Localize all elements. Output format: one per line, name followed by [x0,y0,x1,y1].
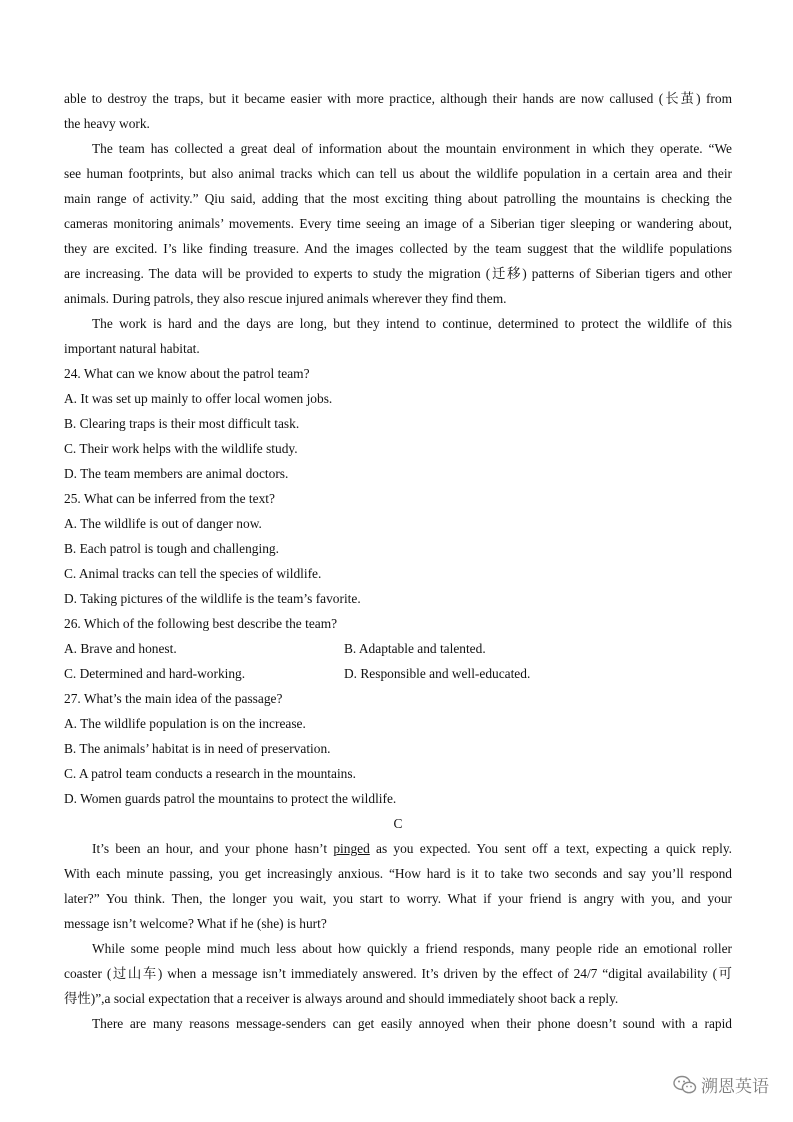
question-25-option: D. Taking pictures of the wildlife is the team’s favorite. [64,591,361,606]
text-line: message isn’t welcome? What if he (she) is hurt? [64,916,327,931]
text-fragment: as you expected. You sent off a text, expecting a quick reply. [369,841,732,856]
text-line: are increasing. The data will be provided to experts to study the migration (迁移) patterns of Siberian tigers and other [64,266,732,281]
watermark [673,1072,769,1097]
question-26-option: D. Responsible and well-educated. [344,666,531,681]
text-line: The work is hard and the days are long, but they intend to continue, determined to protect the wildlife of this [92,316,732,331]
text-line: able to destroy the traps, but it became easier with more practice, although their hands are now callused (长茧) from [64,91,732,106]
text-line: the heavy work. [64,116,150,131]
question-24-option: B. Clearing traps is their most difficult task. [64,416,300,431]
text-line: There are many reasons message-senders can get easily annoyed when their phone doesn’t sound with a rapid [92,1016,732,1031]
question-27-option: C. A patrol team conducts a research in the mountains. [64,766,356,781]
question-26-stem: 26. Which of the following best describe the team? [64,616,338,631]
question-24-option: A. It was set up mainly to offer local women jobs. [64,391,333,406]
text-line: later?” You think. Then, the longer you wait, you start to worry. What if your friend is angry with you, and your [64,891,732,906]
question-27-option: D. Women guards patrol the mountains to protect the wildlife. [64,791,397,806]
question-24-option: D. The team members are animal doctors. [64,466,289,481]
question-25-option: B. Each patrol is tough and challenging. [64,541,279,556]
question-25-option: C. Animal tracks can tell the species of wildlife. [64,566,322,581]
question-27-option: B. The animals’ habitat is in need of preservation. [64,741,331,756]
question-24-option: C. Their work helps with the wildlife study. [64,441,298,456]
text-line: The team has collected a great deal of information about the mountain environment in which they operate. “We [92,141,732,156]
text-line: cameras monitoring animals’ movements. Every time seeing an image of a Siberian tiger sleeping or wandering about, [64,216,732,231]
document-page [64,86,732,1036]
text-line: important natural habitat. [64,341,200,356]
question-25-option: A. The wildlife is out of danger now. [64,516,262,531]
question-26-option: A. Brave and honest. [64,641,177,656]
question-25-stem: 25. What can be inferred from the text? [64,491,275,506]
question-26-option: B. Adaptable and talented. [344,641,486,656]
question-26-option: C. Determined and hard-working. [64,666,246,681]
question-24-stem: 24. What can we know about the patrol team? [64,366,310,381]
section-heading-c: C [393,816,403,831]
question-26-options-row [64,661,732,686]
text-line: main range of activity.” Qiu said, adding that the most exciting thing about patrolling the mountains is checking the [64,191,732,206]
text-line: animals. During patrols, they also rescue injured animals wherever they find them. [64,291,507,306]
text-line: 得性)”,a social expectation that a receiver is always around and should immediately shoot back a reply. [64,991,619,1006]
text-fragment: It’s been an hour, and your phone hasn’t [92,841,334,856]
text-line [64,836,732,861]
watermark-text: 溯恩英语 [701,1077,769,1097]
question-26-options-row [64,636,732,661]
text-line: see human footprints, but also animal tracks which can tell us about the wildlife population in a certain area and their [64,166,732,181]
text-line: they are excited. I’s like finding treasure. And the images collected by the team suggest that the wildlife populations [64,241,732,256]
text-line: While some people mind much less about how quickly a friend responds, many people ride an emotional roller [92,941,732,956]
wechat-icon [673,1075,697,1095]
text-line: With each minute passing, you get increasingly anxious. “How hard is it to take two seconds and say you’ll respond [64,866,732,881]
underlined-word: pinged [333,841,370,856]
text-line: coaster (过山车) when a message isn’t immediately answered. It’s driven by the effect of 24/7 “digital availability (可 [64,966,732,981]
question-27-stem: 27. What’s the main idea of the passage? [64,691,283,706]
question-27-option: A. The wildlife population is on the increase. [64,716,306,731]
